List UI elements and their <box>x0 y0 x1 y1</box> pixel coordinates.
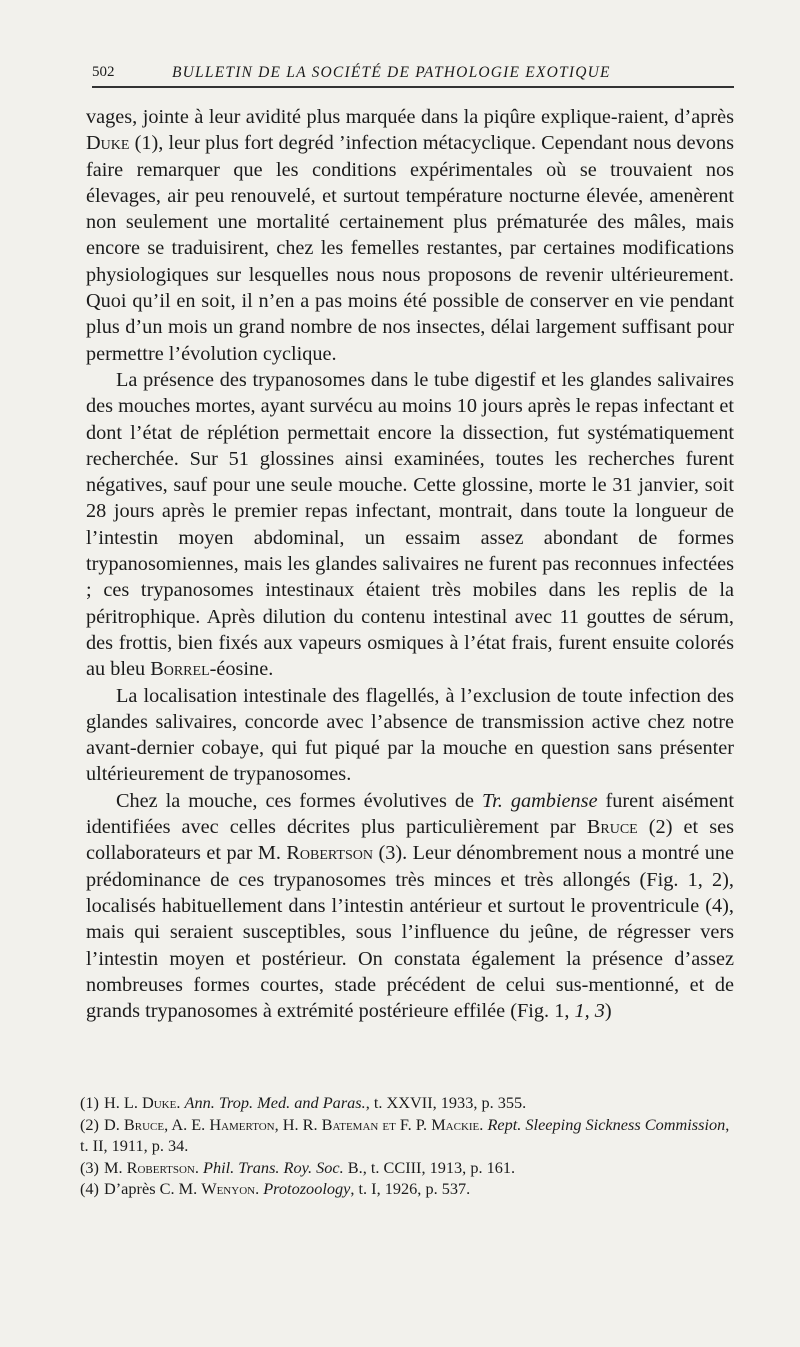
footnote-journal: Rept. Sleeping Sickness Commission <box>487 1114 726 1134</box>
paragraph-text: Chez la mouche, ces formes évolutives de <box>116 789 482 812</box>
footnote-2 <box>80 1114 734 1157</box>
paragraph-4 <box>86 788 734 1025</box>
footnote-journal: Ann. Trop. Med. and Paras. <box>184 1093 366 1112</box>
footnote-3 <box>80 1157 734 1179</box>
paragraph-text: vages, jointe à leur avidité plus marquée dans la piqûre explique-raient, d’après <box>86 106 734 128</box>
body-text <box>86 104 734 1024</box>
page-number: 502 <box>92 64 115 80</box>
running-title: BULLETIN DE LA SOCIÉTÉ DE PATHOLOGIE EXOTIQUE <box>172 64 611 81</box>
species-name: Tr. gambiense <box>482 789 598 812</box>
footnote-citation: , t. II, 1911, p. 34. <box>80 1114 730 1155</box>
paragraph-text: (3). Leur dénombrement nous a montré une prédominance de ces trypanosomes très minces et très allongés (Fig. 1, 2), localisés habituellement dans l’intestin antérieur et surtout le proventricule (4), mais qui seraient susceptibles, sous l’influence du jeûne, de régresser vers l’intestin moyen et postérieur. On constata également la présence d’assez nombreuses formes courtes, stade précédent de celui sus-mentionné, et de grands trypanosomes à extrémité postérieure effilée (Fig. 1, <box>86 842 734 1023</box>
footnote-number: (1) <box>80 1093 99 1112</box>
paragraph-3: La localisation intestinale des flagellés, à l’exclusion de toute infection des glandes salivaires, concorde avec l’absence de transmission active chez notre avant-dernier cobaye, qui fut piqué par la mouche en question sans présenter ultérieurement de trypanosomes. <box>86 684 734 786</box>
footnote-journal: Phil. Trans. Roy. Soc. <box>203 1157 344 1177</box>
footnote-4 <box>80 1178 734 1200</box>
paragraph-text: (2) et ses collaborateurs et par M. <box>86 816 734 865</box>
footnote-citation: , t. XXVII, 1933, p. 355. <box>365 1093 527 1112</box>
footnote-citation: , t. I, 1926, p. 537. <box>350 1179 471 1198</box>
footnote-author: H. L. Duke. <box>104 1093 181 1112</box>
paragraph-2 <box>86 367 734 683</box>
page-header <box>92 60 734 88</box>
author-name: Duke <box>86 132 130 155</box>
paragraph-text: (1), leur plus fort degréd ’infection métacyclique. Cependant nous devons faire remarquer que les conditions expérimentales où se trouvaient nos élevages, air peu renouvelé, et surtout température nocturne élevée, amenèrent non seulement une mortalité certainement plus prématurée des mâles, mais encore se traduisirent, chez les femelles restantes, par certaines modifications physiologiques sur lesquelles nous nous proposons de revenir ultérieurement. Quoi qu’il en soit, il n’en a pas moins été possible de conserver en vie pendant plus d’un mois un grand nombre de nos insectes, délai largement suffisant pour permettre l’évolution cyclique. <box>86 132 734 365</box>
author-name: Bruce <box>586 816 638 839</box>
paragraph-text: ) <box>604 1000 612 1023</box>
figure-reference: 1, 3 <box>574 1000 605 1023</box>
footnote-1 <box>80 1092 734 1114</box>
paragraph-text: furent aisément identifiées avec celles décrites plus particulièrement par <box>86 789 734 839</box>
footnote-author: Wenyon. <box>201 1179 260 1198</box>
footnote-number: (2) <box>80 1114 99 1134</box>
footnote-author: M. Robertson. <box>104 1157 199 1177</box>
paragraph-1 <box>86 104 734 367</box>
footnote-journal: Protozoology <box>263 1179 351 1198</box>
footnote-number: (4) <box>80 1179 99 1198</box>
paragraph-text: -éosine. <box>209 658 274 681</box>
author-name: Robertson <box>286 842 373 865</box>
footnote-number: (3) <box>80 1157 99 1177</box>
author-name: Borrel <box>150 658 210 681</box>
footnotes <box>80 1092 734 1200</box>
footnote-prefix: D’après C. M. <box>104 1179 202 1198</box>
paragraph-text: La présence des trypanosomes dans le tube digestif et les glandes salivaires des mouches mortes, ayant survécu au moins 10 jours après le repas infectant et dont l’état de réplétion permettait encore la dissection, fut systématiquement recherchée. Sur 51 glossines ainsi examinées, toutes les recherches furent négatives, sauf pour une seule mouche. Cette glossine, morte le 31 janvier, soit 28 jours après le premier repas infectant, montrait, dans toute la longueur de l’intestin moyen abdominal, un essaim assez abondant de formes trypanosomiennes, mais les glandes salivaires ne furent pas reconnues infectées ; ces trypanosomes intestinaux étaient très mobiles dans les replis de la péritrophique. Après dilution du contenu intestinal avec 11 gouttes de sérum, des frottis, bien fixés aux vapeurs osmiques à l’état frais, furent ensuite colorés au bleu <box>86 368 734 681</box>
footnote-author: D. Bruce, A. E. Hamerton, H. R. Bateman et F. P. Mackie. <box>104 1114 484 1134</box>
footnote-citation: B., t. CCIII, 1913, p. 161. <box>343 1157 516 1177</box>
